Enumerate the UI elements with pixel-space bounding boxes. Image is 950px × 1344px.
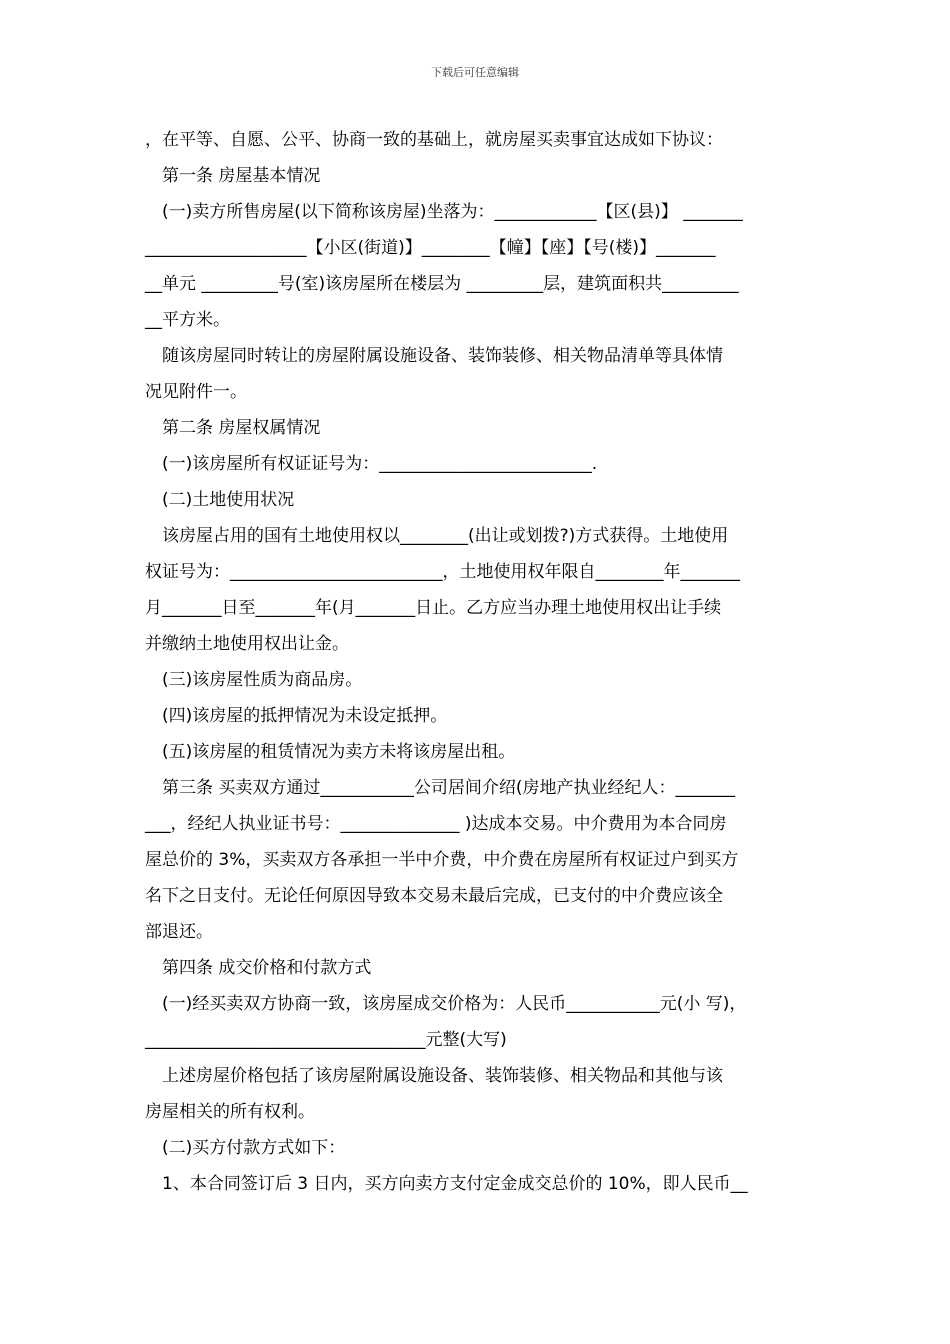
paragraph-line: (一)经买卖双方协商一致，该房屋成交价格为：人民币___________元(小 写)，: [162, 994, 747, 1014]
paragraph-line: 第四条 成交价格和付款方式: [162, 958, 372, 978]
paragraph-line: 并缴纳土地使用权出让金。: [145, 634, 349, 654]
paragraph-line: 第一条 房屋基本情况: [162, 166, 321, 186]
document-body: [145, 122, 810, 1202]
paragraph-line: 第二条 房屋权属情况: [162, 418, 321, 438]
paragraph-line: _________________________________元整(大写): [145, 1030, 507, 1050]
paragraph-line: (二)土地使用状况: [162, 490, 295, 510]
paragraph-line: 第三条 买卖双方通过___________公司居间介绍(房地产执业经纪人：_______: [162, 778, 736, 798]
paragraph-line: (四)该房屋的抵押情况为未设定抵押。: [162, 706, 448, 726]
paragraph-line: 该房屋占用的国有土地使用权以________(出让或划拨?)方式获得。土地使用: [162, 526, 729, 546]
paragraph-line: 名下之日支付。无论任何原因导致本交易未最后完成，已支付的中介费应该全: [145, 886, 723, 906]
paragraph-line: (一)卖方所售房屋(以下简称该房屋)坐落为：____________【区(县)】 _______: [162, 202, 743, 222]
paragraph-line: 屋总价的 3%，买卖双方各承担一半中介费，中介费在房屋所有权证过户到买方: [145, 850, 739, 870]
paragraph-line: ___________________【小区(街道)】________【幢】【座】【号(楼)】_______: [145, 238, 716, 258]
paragraph-line: (三)该房屋性质为商品房。: [162, 670, 363, 690]
paragraph-line: 权证号为：_________________________，土地使用权年限自________年_______: [145, 562, 740, 582]
paragraph-line: (二)买方付款方式如下：: [162, 1138, 346, 1158]
paragraph-line: 上述房屋价格包括了该房屋附属设施设备、装饰装修、相关物品和其他与该: [162, 1066, 723, 1086]
paragraph-line: ___，经纪人执业证书号：______________ )达成本交易。中介费用为本合同房: [145, 814, 727, 834]
paragraph-line: (五)该房屋的租赁情况为卖方未将该房屋出租。: [162, 742, 516, 762]
paragraph-line: __单元 _________号(室)该房屋所在楼层为 _________层，建筑面积共_________: [145, 274, 739, 294]
paragraph-line: __平方米。: [145, 310, 230, 330]
page-header: 下载后可任意编辑: [431, 66, 519, 79]
paragraph-line: ，在平等、自愿、公平、协商一致的基础上，就房屋买卖事宜达成如下协议：: [145, 130, 723, 150]
paragraph-line: (一)该房屋所有权证证号为：_________________________.: [162, 454, 598, 474]
paragraph-line: 况见附件一。: [145, 382, 247, 402]
paragraph-line: 月_______日至_______年(月_______日止。乙方应当办理土地使用权出让手续: [145, 598, 722, 618]
paragraph-line: 部退还。: [145, 922, 213, 942]
paragraph-line: 房屋相关的所有权利。: [145, 1102, 315, 1122]
paragraph-line: 1、本合同签订后 3 日内，买方向卖方支付定金成交总价的 10%，即人民币__: [162, 1174, 748, 1194]
paragraph-line: 随该房屋同时转让的房屋附属设施设备、装饰装修、相关物品清单等具体情: [162, 346, 723, 366]
